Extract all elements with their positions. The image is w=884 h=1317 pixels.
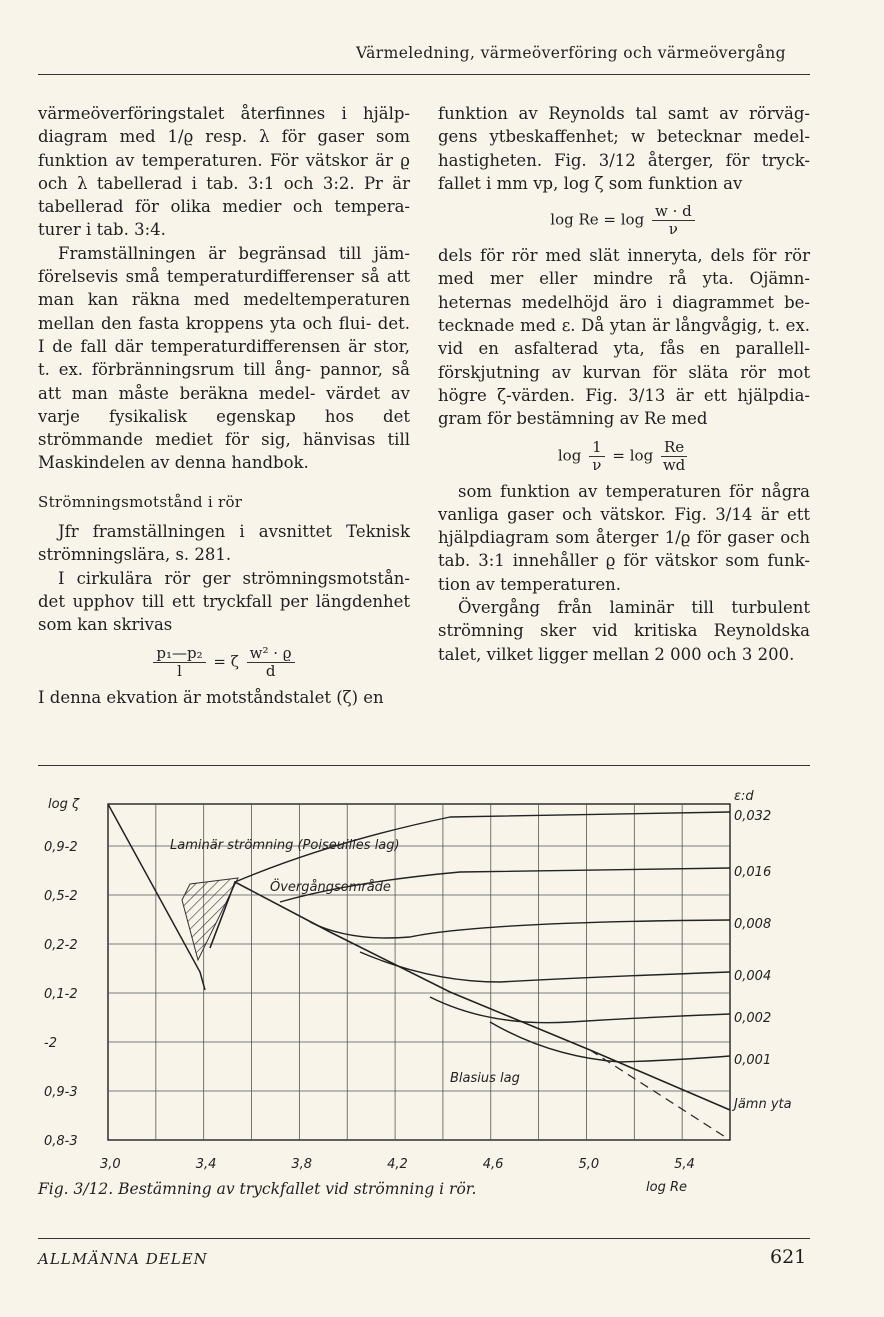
x-tick-label: 4,2	[387, 1157, 408, 1172]
figure-rule	[38, 765, 810, 766]
y-tick-label: 0,5-2	[44, 889, 78, 904]
page-number: 621	[770, 1246, 807, 1268]
formula-part: l	[177, 661, 182, 680]
x-tick-label: 3,0	[100, 1157, 121, 1172]
formula-part: w · d	[652, 203, 695, 221]
y-tick-label: 0,9-2	[44, 840, 78, 855]
formula-part: 1	[589, 439, 605, 457]
x-tick-label: 5,4	[674, 1157, 695, 1172]
series-label: 0,001	[734, 1053, 772, 1068]
formula-part: wd	[662, 455, 686, 474]
formula-part: d	[265, 661, 276, 680]
smooth-pipe-dashed	[590, 1050, 730, 1140]
curve-0.002	[430, 997, 730, 1023]
paragraph: I cirkulära rör ger strömningsmotstån- det upphov till ett tryckfall per längdenhet som kan skrivas	[38, 568, 410, 635]
x-axis-label: log Re	[646, 1180, 687, 1195]
series-label: 0,002	[734, 1011, 772, 1026]
series-label: 0,016	[734, 865, 772, 880]
paragraph: Övergång från laminär till turbulent strömning sker vid kritiska Reynoldska talet, vilket ligger mellan 2 000 och 3 200.	[438, 598, 810, 664]
paragraph: Framställningen är begränsad till jäm- förelsevis små temperaturdifferenser så att man kan räkna med medeltemperaturen mellan den fasta kroppens yta och flui- det. I de fall där temperaturdifferensen är stor, t. ex. förbränningsrum till ång- pannor, så att man måste beräkna medel- värdet av varje fysikalisk egenskap hos det strömmande mediet för sig, hänvisas till Maskindelen av denna handbok.	[38, 243, 410, 473]
paragraph: funktion av Reynolds tal samt av rörväg- gens ytbeskaffenhet; w betecknar medel- hastigheten. Fig. 3/12 återger, för tryck- fallet i mm vp, log ζ som funktion av	[438, 104, 810, 193]
paragraph: värmeöverföringstalet återfinnes i hjälp- diagram med 1/ϱ resp. λ för gaser som funktion av temperaturen. För vätskor är ϱ och λ tabellerad i tab. 3:1 och 3:2. Pr är tabellerad för olika medier och tempera- turer i tab. 3:4.	[38, 104, 410, 240]
curve-0.004	[360, 952, 730, 982]
right-column	[438, 102, 810, 666]
footer-rule	[38, 1238, 810, 1239]
y-tick-label: -2	[44, 1036, 57, 1051]
left-column	[38, 102, 410, 709]
series-label: 0,004	[734, 969, 772, 984]
formula-part: ν	[668, 220, 678, 239]
formula-part: p₁—p₂	[153, 645, 205, 663]
paragraph: I denna ekvation är motståndstalet (ζ) en	[38, 687, 384, 707]
figure-caption: Fig. 3/12. Bestämning av tryckfallet vid strömning i rör.	[38, 1180, 477, 1198]
x-tick-label: 5,0	[578, 1157, 600, 1172]
footer-section: ALLMÄNNA DELEN	[38, 1250, 208, 1268]
formula-part: log Re = log	[550, 210, 645, 229]
reynolds-formula	[438, 203, 810, 238]
formula-part: Re	[661, 439, 687, 457]
formula-part: w² · ϱ	[247, 645, 295, 663]
paragraph: som funktion av temperaturen för några vanliga gaser och vätskor. Fig. 3/14 är ett hjälpdiagram som återger 1/ϱ för gaser och tab. 3:1 innehåller ϱ för vätskor som funk- tion av temperaturen.	[438, 481, 810, 594]
paragraph: dels för rör med slät inneryta, dels för rör med mer eller mindre rå yta. Ojämn- heternas medelhöjd äro i diagrammet be- tecknade med ε. Då ytan är långvågig, t. ex. vid en asfalterad yta, fås en parallell- förskjutning av kurvan för släta rör mot högre ζ-värden. Fig. 3/13 är ett hjälpdia- gram för bestämning av Re med	[438, 246, 810, 429]
y-tick-label: 0,2-2	[44, 938, 78, 953]
section-heading: Strömningsmotstånd i rör	[38, 492, 243, 511]
y-tick-label: 0,8-3	[44, 1134, 78, 1149]
y-axis-label: log ζ	[48, 797, 80, 812]
pressure-drop-formula	[38, 645, 410, 680]
series-label: Jämn yta	[734, 1097, 792, 1112]
formula-part: = ζ	[213, 652, 239, 671]
x-tick-label: 3,8	[291, 1157, 313, 1172]
annotation-laminar: Laminär strömning (Poiseuilles lag)	[170, 838, 400, 853]
paragraph: Jfr framställningen i avsnittet Teknisk strömningslära, s. 281.	[38, 522, 410, 565]
series-label: 0,032	[734, 809, 772, 824]
running-title: Värmeledning, värmeöverföring och värmeövergång	[356, 44, 786, 62]
viscosity-formula	[438, 439, 810, 474]
right-axis-label: ε:d	[734, 789, 754, 804]
curve-0.008	[310, 920, 730, 938]
y-tick-label: 0,9-3	[44, 1085, 78, 1100]
series-label: 0,008	[734, 917, 772, 932]
x-tick-label: 4,6	[482, 1157, 504, 1172]
header-rule	[38, 74, 810, 75]
annotation-blasius: Blasius lag	[450, 1071, 520, 1086]
y-tick-label: 0,1-2	[44, 987, 78, 1002]
formula-part: = log	[612, 446, 654, 465]
annotation-transition: Övergångsområde	[270, 880, 391, 895]
x-tick-label: 3,4	[195, 1157, 217, 1172]
formula-part: ν	[592, 455, 602, 474]
formula-part: log	[557, 446, 582, 465]
